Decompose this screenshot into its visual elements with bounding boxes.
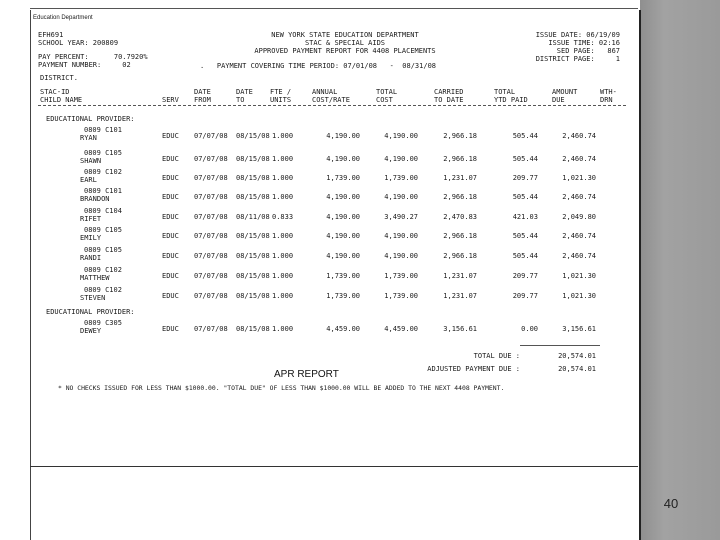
table-row [0, 319, 720, 339]
cell-serv: EDUC [162, 155, 179, 163]
column-header-amount-0: AMOUNT [552, 88, 578, 96]
cell-amount: 1,021.30 [562, 292, 596, 300]
cell-ytd: 505.44 [512, 132, 538, 140]
cell-carried: 2,966.18 [443, 252, 477, 260]
cell-cost: 4,190.00 [326, 232, 360, 240]
cell-ytd: 421.03 [512, 213, 538, 221]
table-row [0, 286, 720, 306]
header-right-1: ISSUE TIME: 02:16 [548, 39, 620, 47]
cell-code: 0809 C105 [84, 246, 122, 254]
cell-fte: 1.000 [272, 292, 294, 300]
column-header-total-1: COST [376, 96, 393, 104]
cell-ytd: 209.77 [512, 272, 538, 280]
cell-to: 08/15/08 [236, 155, 270, 163]
column-header-fte-1: UNITS [270, 96, 292, 104]
total-due-label: TOTAL DUE : [473, 352, 520, 360]
cell-from: 07/07/08 [194, 272, 228, 280]
header-left-3: PAY PERCENT: 70.7920% [38, 53, 148, 61]
header-right-2: SED PAGE: 867 [556, 47, 620, 55]
column-header-id-1: CHILD NAME [40, 96, 83, 104]
cell-fte: 1.000 [272, 232, 294, 240]
table-row [0, 187, 720, 207]
slide-page-number: 40 [663, 496, 679, 511]
cell-to: 08/15/08 [236, 325, 270, 333]
cell-carried: 1,231.07 [443, 174, 477, 182]
cell-cost: 4,190.00 [326, 193, 360, 201]
cell-fte: 1.000 [272, 132, 294, 140]
cell-ytd: 505.44 [512, 155, 538, 163]
column-header-ytd-0: TOTAL [494, 88, 516, 96]
cell-carried: 2,470.83 [443, 213, 477, 221]
top-rule [30, 8, 638, 9]
cell-to: 08/15/08 [236, 232, 270, 240]
cell-fte: 1.000 [272, 193, 294, 201]
cell-from: 07/07/08 [194, 174, 228, 182]
cell-total: 1,739.00 [384, 174, 418, 182]
cell-from: 07/07/08 [194, 193, 228, 201]
header-left-6: DISTRICT. [40, 74, 78, 82]
header-left-0: EFH691 [38, 31, 64, 39]
cell-name: STEVEN [80, 294, 106, 302]
cell-ytd: 505.44 [512, 193, 538, 201]
cell-code: 0809 C102 [84, 266, 122, 274]
cell-code: 0809 C104 [84, 207, 122, 215]
cell-name: EARL [80, 176, 97, 184]
total-due-value: 20,574.01 [558, 352, 596, 360]
cell-serv: EDUC [162, 292, 179, 300]
adjusted-label: ADJUSTED PAYMENT DUE : [427, 365, 520, 373]
cell-ytd: 505.44 [512, 232, 538, 240]
cell-total: 4,459.00 [384, 325, 418, 333]
cell-amount: 2,460.74 [562, 252, 596, 260]
cell-name: RIFET [80, 215, 102, 223]
cell-to: 08/11/08 [236, 213, 270, 221]
payment-period: . PAYMENT COVERING TIME PERIOD: 07/01/08 - 08/31/08 [200, 62, 437, 70]
cell-amount: 1,021.30 [562, 272, 596, 280]
department-label: Education Department [33, 15, 93, 21]
apr-report-caption: APR REPORT [274, 369, 339, 380]
cell-cost: 4,190.00 [326, 132, 360, 140]
cell-carried: 2,966.18 [443, 232, 477, 240]
cell-serv: EDUC [162, 174, 179, 182]
cell-carried: 3,156.61 [443, 325, 477, 333]
header-left-4: PAYMENT NUMBER: 02 [38, 61, 131, 69]
cell-from: 07/07/08 [194, 292, 228, 300]
table-row [0, 168, 720, 188]
column-header-carried-1: TO DATE [434, 96, 464, 104]
column-header-amount-1: DUE [552, 96, 565, 104]
cell-fte: 1.000 [272, 325, 294, 333]
provider-label-2: EDUCATIONAL PROVIDER: [46, 308, 135, 316]
header-separator [38, 105, 626, 106]
cell-cost: 4,190.00 [326, 252, 360, 260]
cell-serv: EDUC [162, 213, 179, 221]
cell-cost: 1,739.00 [326, 292, 360, 300]
provider-label-1: EDUCATIONAL PROVIDER: [46, 115, 135, 123]
cell-serv: EDUC [162, 132, 179, 140]
cell-fte: 1.000 [272, 252, 294, 260]
cell-serv: EDUC [162, 252, 179, 260]
cell-carried: 1,231.07 [443, 272, 477, 280]
cell-cost: 4,459.00 [326, 325, 360, 333]
cell-code: 0809 C102 [84, 168, 122, 176]
cell-from: 07/07/08 [194, 325, 228, 333]
cell-serv: EDUC [162, 325, 179, 333]
bottom-rule [30, 466, 638, 467]
cell-from: 07/07/08 [194, 213, 228, 221]
cell-amount: 2,460.74 [562, 155, 596, 163]
table-row [0, 226, 720, 246]
cell-name: MATTHEW [80, 274, 110, 282]
cell-cost: 4,190.00 [326, 213, 360, 221]
cell-to: 08/15/08 [236, 272, 270, 280]
header-left-1: SCHOOL YEAR: 200809 [38, 39, 119, 47]
cell-amount: 3,156.61 [562, 325, 596, 333]
cell-serv: EDUC [162, 272, 179, 280]
cell-carried: 2,966.18 [443, 132, 477, 140]
cell-name: RANDI [80, 254, 102, 262]
header-center-1: STAC & SPECIAL AIDS [304, 39, 386, 47]
cell-amount: 2,460.74 [562, 232, 596, 240]
column-header-total-0: TOTAL [376, 88, 398, 96]
header-right-0: ISSUE DATE: 06/19/09 [535, 31, 620, 39]
column-header-carried-0: CARRIED [434, 88, 464, 96]
adjusted-value: 20,574.01 [558, 365, 596, 373]
cell-name: RYAN [80, 134, 97, 142]
cell-from: 07/07/08 [194, 252, 228, 260]
cell-fte: 1.000 [272, 174, 294, 182]
cell-to: 08/15/08 [236, 174, 270, 182]
table-row [0, 266, 720, 286]
cell-cost: 1,739.00 [326, 174, 360, 182]
cell-serv: EDUC [162, 193, 179, 201]
cell-ytd: 505.44 [512, 252, 538, 260]
cell-total: 4,190.00 [384, 193, 418, 201]
cell-to: 08/15/08 [236, 193, 270, 201]
cell-total: 4,190.00 [384, 155, 418, 163]
column-header-fte-0: FTE / [270, 88, 292, 96]
cell-total: 1,739.00 [384, 292, 418, 300]
table-row [0, 149, 720, 169]
column-header-from-1: FROM [194, 96, 211, 104]
column-header-to-0: DATE [236, 88, 253, 96]
column-header-ytd-1: YTD PAID [494, 96, 528, 104]
cell-amount: 1,021.30 [562, 174, 596, 182]
cell-ytd: 209.77 [512, 292, 538, 300]
column-header-id-0: STAC-ID [40, 88, 70, 96]
cell-total: 4,190.00 [384, 252, 418, 260]
column-header-cost-1: COST/RATE [312, 96, 350, 104]
cell-code: 0809 C101 [84, 126, 122, 134]
cell-total: 3,490.27 [384, 213, 418, 221]
cell-ytd: 209.77 [512, 174, 538, 182]
cell-to: 08/15/08 [236, 132, 270, 140]
cell-serv: EDUC [162, 232, 179, 240]
table-row [0, 246, 720, 266]
cell-amount: 2,460.74 [562, 193, 596, 201]
cell-code: 0809 C102 [84, 286, 122, 294]
column-header-wth-1: DRN [600, 96, 613, 104]
column-header-serv-1: SERV [162, 96, 179, 104]
cell-code: 0809 C305 [84, 319, 122, 327]
cell-name: DEWEY [80, 327, 102, 335]
cell-carried: 1,231.07 [443, 292, 477, 300]
cell-code: 0809 C105 [84, 149, 122, 157]
cell-from: 07/07/08 [194, 132, 228, 140]
cell-name: SHAWN [80, 157, 102, 165]
cell-fte: 1.000 [272, 155, 294, 163]
cell-fte: 1.000 [272, 272, 294, 280]
cell-code: 0809 C101 [84, 187, 122, 195]
footnote: * NO CHECKS ISSUED FOR LESS THAN $1000.00. "TOTAL DUE" OF LESS THAN $1000.00 WILL BE ADDED TO THE NEXT 4408 PAYMENT. [58, 384, 505, 392]
cell-total: 4,190.00 [384, 132, 418, 140]
cell-cost: 4,190.00 [326, 155, 360, 163]
cell-amount: 2,049.80 [562, 213, 596, 221]
table-row [0, 126, 720, 146]
cell-name: BRANDON [80, 195, 110, 203]
cell-to: 08/15/08 [236, 292, 270, 300]
cell-from: 07/07/08 [194, 155, 228, 163]
cell-carried: 2,966.18 [443, 155, 477, 163]
cell-to: 08/15/08 [236, 252, 270, 260]
cell-fte: 0.833 [272, 213, 294, 221]
column-header-cost-0: ANNUAL [312, 88, 338, 96]
column-header-wth-0: WTH- [600, 88, 617, 96]
column-header-from-0: DATE [194, 88, 211, 96]
header-center-2: APPROVED PAYMENT REPORT FOR 4408 PLACEMENTS [254, 47, 436, 55]
cell-total: 1,739.00 [384, 272, 418, 280]
cell-ytd: 0.00 [521, 325, 538, 333]
cell-total: 4,190.00 [384, 232, 418, 240]
cell-cost: 1,739.00 [326, 272, 360, 280]
total-rule [520, 345, 600, 346]
cell-from: 07/07/08 [194, 232, 228, 240]
table-row [0, 207, 720, 227]
cell-code: 0809 C105 [84, 226, 122, 234]
header-right-3: DISTRICT PAGE: 1 [535, 55, 620, 63]
column-header-to-1: TO [236, 96, 245, 104]
header-center-0: NEW YORK STATE EDUCATION DEPARTMENT [271, 31, 419, 39]
cell-amount: 2,460.74 [562, 132, 596, 140]
cell-carried: 2,966.18 [443, 193, 477, 201]
cell-name: EMILY [80, 234, 102, 242]
